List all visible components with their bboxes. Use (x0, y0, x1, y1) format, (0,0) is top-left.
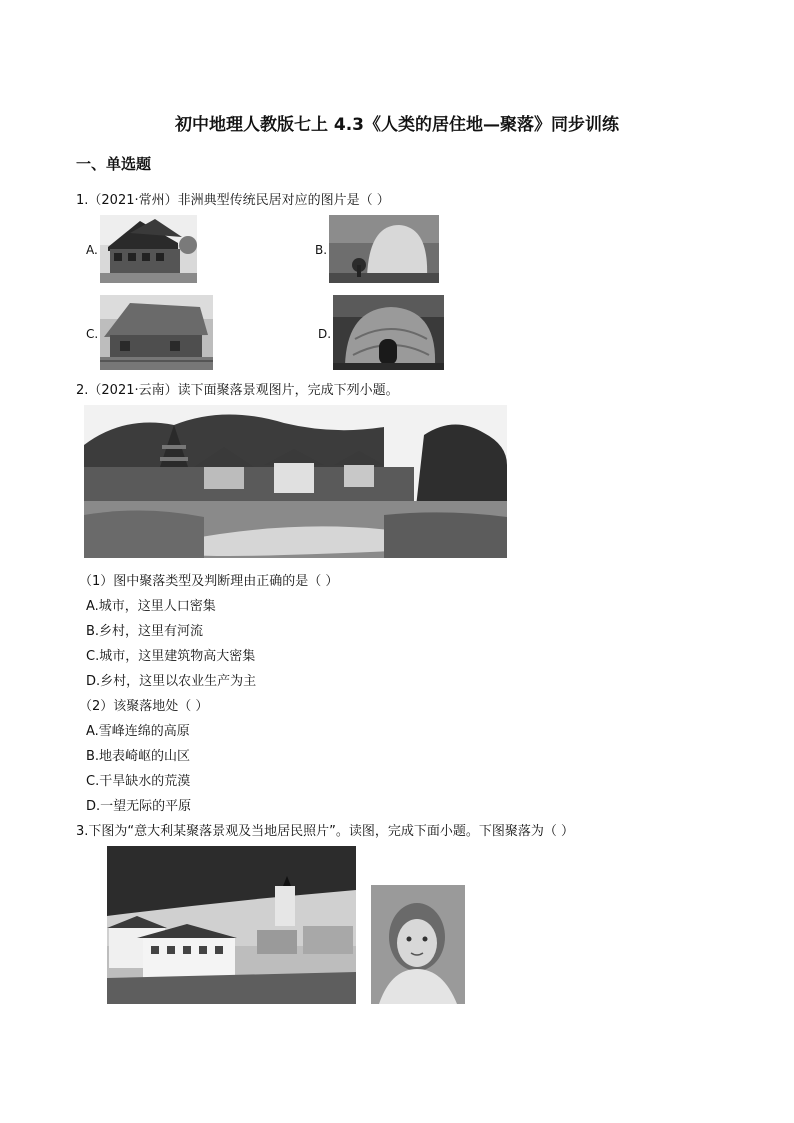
q2-sub1-option-c[interactable]: C.城市，这里建筑物高大密集 (86, 649, 256, 664)
page-title: 初中地理人教版七上 4.3《人类的居住地—聚落》同步训练 (174, 115, 620, 135)
q3-resident-photo (371, 885, 465, 1004)
question-3-stem: 3.下图为“意大利某聚落景观及当地居民照片”。读图，完成下面小题。下图聚落为（ ） (76, 824, 575, 839)
q1-option-c-image[interactable] (100, 295, 213, 370)
q2-sub2-stem: （2）该聚落地处（ ） (79, 699, 209, 714)
q1-option-b-image[interactable] (329, 215, 439, 283)
q1-option-a-label[interactable]: A. (86, 243, 98, 257)
q2-sub1-stem: （1）图中聚落类型及判断理由正确的是（ ） (79, 574, 339, 589)
q2-sub2-option-a[interactable]: A.雪峰连绵的高原 (86, 724, 190, 739)
q2-sub2-option-c[interactable]: C.干旱缺水的荒漠 (86, 774, 191, 789)
q2-sub1-option-d[interactable]: D.乡村，这里以农业生产为主 (86, 674, 257, 689)
q2-sub2-option-d[interactable]: D.一望无际的平原 (86, 799, 192, 814)
question-2-stem: 2.（2021·云南）读下面聚落景观图片，完成下列小题。 (76, 383, 399, 398)
question-1-stem: 1.（2021·常州）非洲典型传统民居对应的图片是（ ） (76, 193, 390, 208)
q2-sub1-option-b[interactable]: B.乡村，这里有河流 (86, 624, 204, 639)
q2-sub2-option-b[interactable]: B.地表崎岖的山区 (86, 749, 191, 764)
q1-option-d-image[interactable] (333, 295, 444, 370)
q1-option-b-label[interactable]: B. (315, 243, 328, 257)
q1-option-d-label[interactable]: D. (318, 327, 332, 341)
q1-option-c-label[interactable]: C. (86, 327, 99, 341)
section-heading: 一、单选题 (76, 155, 152, 173)
q2-sub1-option-a[interactable]: A.城市，这里人口密集 (86, 599, 216, 614)
q1-option-a-image[interactable] (100, 215, 197, 283)
q3-italian-village-image (107, 846, 356, 1004)
q2-village-landscape-image (84, 405, 507, 558)
